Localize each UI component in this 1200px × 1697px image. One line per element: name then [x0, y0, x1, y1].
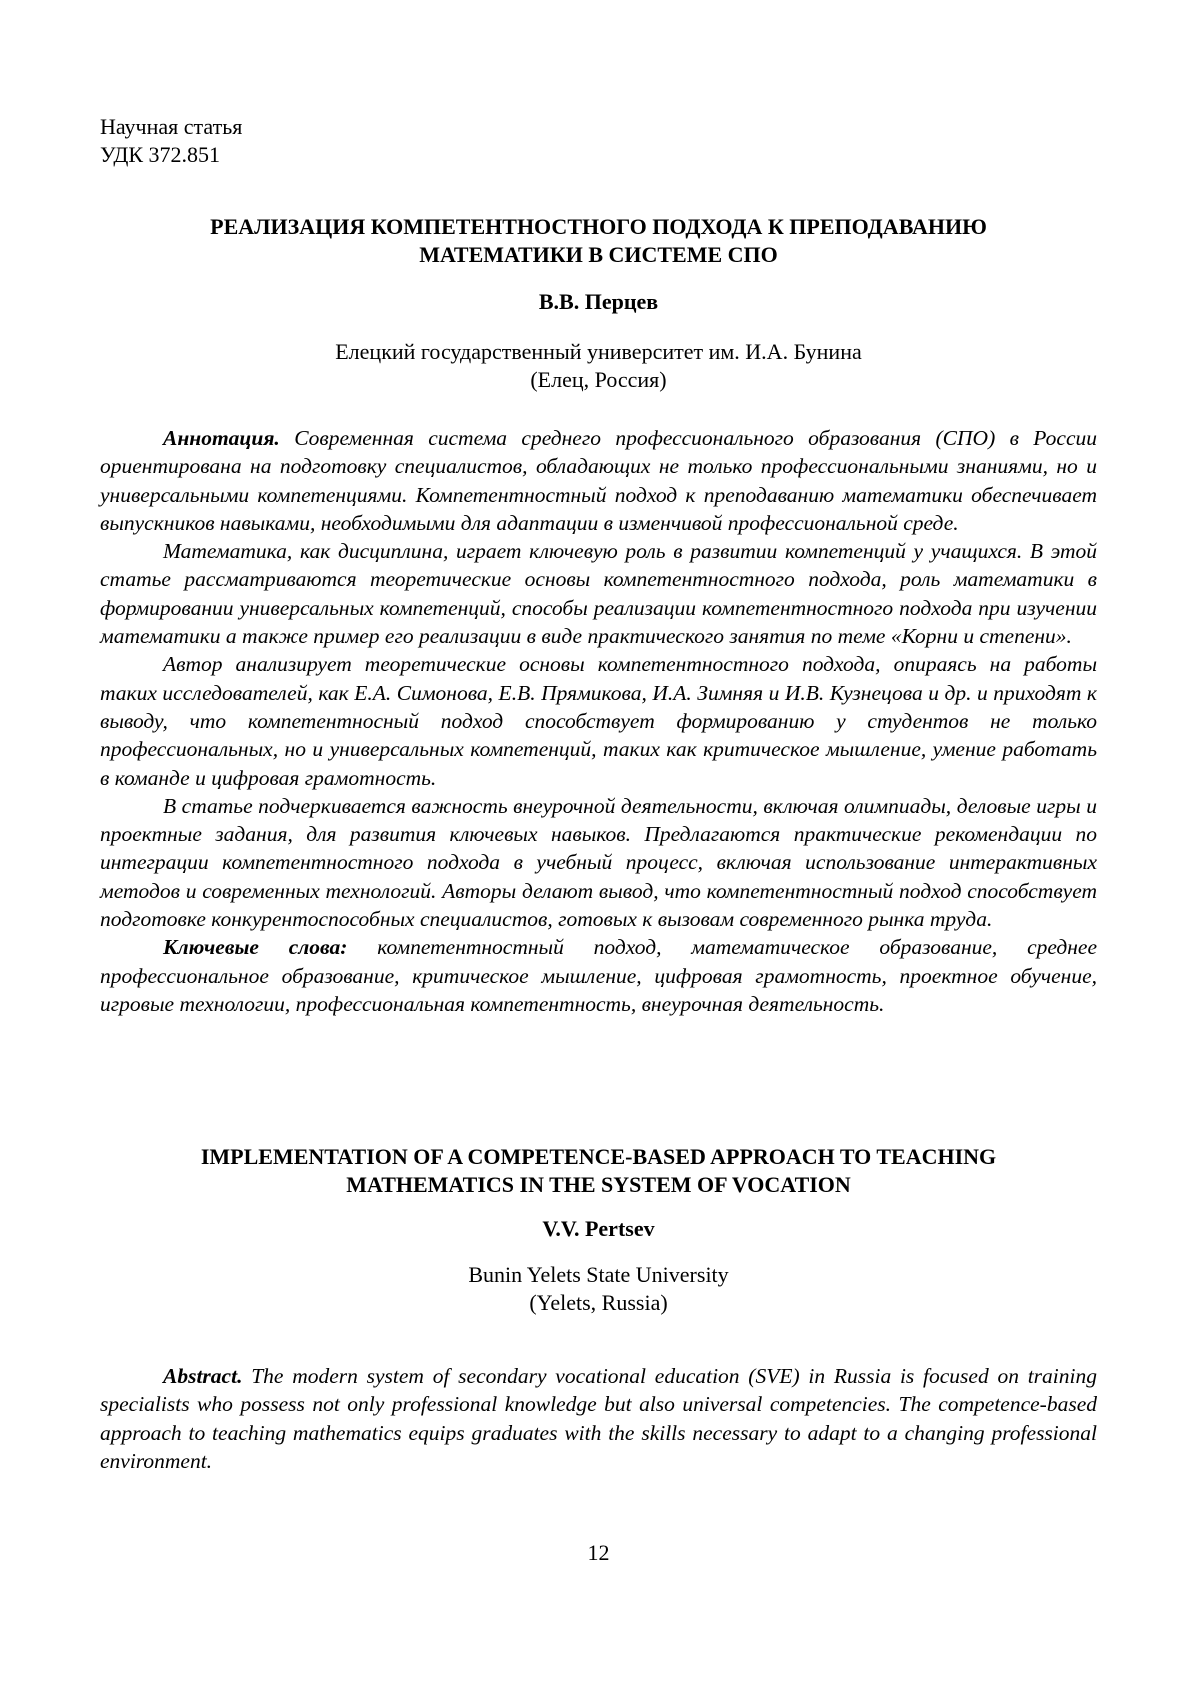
affiliation-ru-block: [100, 338, 1097, 395]
abstract-en: [100, 1362, 1097, 1475]
abstract-paragraph-en: [100, 1362, 1097, 1475]
affiliation-en-block: [100, 1261, 1097, 1318]
article-meta: [100, 113, 1097, 170]
author-ru-block: [100, 288, 1097, 316]
abstract-paragraph: Автор анализирует теоретические основы компетентностного подхода, опираясь на работы таких исследователей, как Е.А. Симонова, Е.В. Прямикова, И.А. Зимняя и И.В. Кузнецова и др. и приходят к выводу, что компетентносный подход способствует формированию у студентов не только профессиональных, но и универсальных компетенций, таких как критическое мышление, умение работать в команде и цифровая грамотность.: [100, 652, 1097, 790]
abstract-label-en: Abstract.: [163, 1364, 243, 1388]
affiliation-location-ru: (Елец, Россия): [530, 367, 667, 393]
abstract-label-ru: Аннотация.: [163, 426, 280, 450]
abstract-ru: [100, 424, 1097, 1018]
keywords-label-ru: Ключевые слова:: [163, 935, 348, 960]
article-type: Научная статья: [100, 114, 243, 139]
abstract-text-ru: Современная система среднего профессионального образования (СПО) в России ориентирована на подготовку специалистов, обладающих не только профессиональными знаниями, но и универсальными компетенциями. Компетентностный подход к преподаванию математики обеспечивает выпускников навыками, необходимыми для адаптации в изменчивой профессиональной среде.: [100, 426, 1097, 535]
title-ru-block: [100, 213, 1097, 270]
affiliation-location-en: (Yelets, Russia): [529, 1290, 668, 1316]
udc-code: УДК 372.851: [100, 142, 221, 168]
title-en-block: [100, 1143, 1097, 1200]
abstract-paragraph: [100, 424, 1097, 537]
page-footer: [100, 1539, 1097, 1567]
page-number: 12: [587, 1540, 610, 1565]
affiliation-en: Bunin Yelets State University: [468, 1262, 729, 1287]
title-ru: РЕАЛИЗАЦИЯ КОМПЕТЕНТНОСТНОГО ПОДХОДА К ПРЕПОДАВАНИЮ МАТЕМАТИКИ В СИСТЕМЕ СПО: [210, 214, 987, 268]
keywords-ru: [100, 933, 1097, 1018]
author-en: V.V. Pertsev: [542, 1216, 655, 1241]
abstract-text-en: The modern system of secondary vocational education (SVE) in Russia is focused on training specialists who possess not only professional knowledge but also universal competencies. The competence-based approach to teaching mathematics equips graduates with the skills necessary to adapt to a changing professional environment.: [100, 1364, 1097, 1473]
title-en: IMPLEMENTATION OF A COMPETENCE-BASED APPROACH TO TEACHING MATHEMATICS IN THE SYSTEM OF VOCATION: [200, 1144, 997, 1198]
author-en-block: [100, 1215, 1097, 1243]
author-ru: В.В. Перцев: [538, 289, 659, 314]
keywords-text-ru: компетентностный подход, математическое образование, среднее профессиональное образование, критическое мышление, цифровая грамотность, проектное обучение, игровые технологии, профессиональная компетентность, внеурочная деятельность.: [100, 935, 1097, 1016]
abstract-paragraph: В статье подчеркивается важность внеурочной деятельности, включая олимпиады, деловые игры и проектные задания, для развития ключевых навыков. Предлагаются практические рекомендации по интеграции компетентностного подхода в учебный процесс, включая использование интерактивных методов и современных технологий. Авторы делают вывод, что компетентностный подход способствует подготовке конкурентоспособных специалистов, готовых к вызовам современного рынка труда.: [100, 793, 1097, 932]
abstract-paragraph: Математика, как дисциплина, играет ключевую роль в развитии компетенций у учащихся. В этой статье рассматриваются теоретические основы компетентностного подхода, роль математики в формировании универсальных компетенций, способы реализации компетентностного подхода при изучении математики а также пример его реализации в виде практического занятия по теме «Корни и степени».: [100, 539, 1097, 649]
affiliation-ru: Елецкий государственный университет им. И.А. Бунина: [335, 339, 862, 364]
